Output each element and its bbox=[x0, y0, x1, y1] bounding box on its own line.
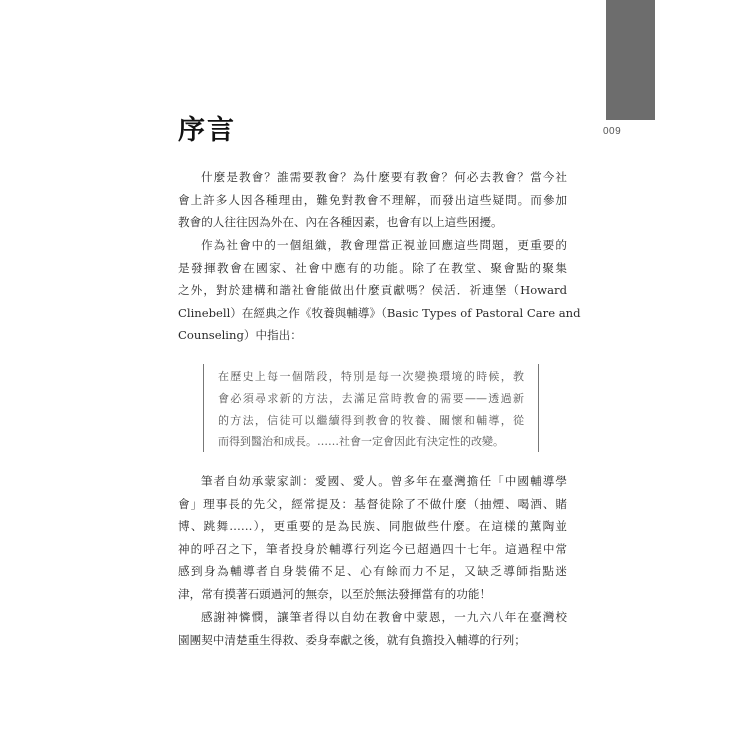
page-number: 009 bbox=[603, 126, 622, 137]
text-line: 感謝神憐憫，讓筆者得以自幼在教會中蒙恩，一九六八年在臺灣校 bbox=[201, 610, 567, 624]
text-line: 教會的人往往因為外在、內在各種因素，也會有以上這些困擾。 bbox=[178, 215, 503, 230]
paragraph-4 bbox=[178, 606, 567, 651]
paragraph-3 bbox=[178, 470, 567, 606]
text-line: 博、跳舞……），更重要的是為民族、同胞做些什麼。在這樣的薰陶並 bbox=[178, 519, 567, 534]
text-line: 筆者自幼承蒙家訓：愛國、愛人。曾多年在臺灣擔任「中國輔導學 bbox=[201, 474, 567, 488]
text-line: 是發揮教會在國家、社會中應有的功能。除了在教堂、聚會點的聚集 bbox=[178, 260, 567, 275]
text-line: 園團契中清楚重生得救、委身奉獻之後，就有負擔投入輔導的行列； bbox=[178, 632, 526, 647]
quote-line: 在歷史上每一個階段，特別是每一次變換環境的時候，教 bbox=[218, 370, 524, 383]
text-line: 神的呼召之下，筆者投身於輔導行列迄今已超過四十七年。這過程中常 bbox=[178, 541, 567, 556]
text-line: 津，常有摸著石頭過河的無奈，以至於無法發揮當有的功能！ bbox=[178, 586, 492, 601]
paragraph-2 bbox=[178, 234, 581, 347]
paragraph-1 bbox=[178, 166, 567, 234]
text-line: 會上許多人因各種理由，難免對教會不理解，而發出這些疑問。而參加 bbox=[178, 192, 567, 207]
page-title: 序言 bbox=[178, 115, 236, 146]
text-line: 感到身為輔導者自身裝備不足、心有餘而力不足，又缺乏導師指點迷 bbox=[178, 564, 567, 579]
text-line: 什麼是教會？誰需要教會？為什麼要有教會？何必去教會？當今社 bbox=[201, 170, 567, 184]
text-line: Clinebell）在經典之作《牧養與輔導》（Basic Types of Pastoral Care and bbox=[178, 305, 581, 320]
text-line: 作為社會中的一個組織，教會理當正視並回應這些問題，更重要的 bbox=[201, 238, 567, 252]
text-line: Counseling）中指出： bbox=[178, 328, 302, 343]
quote-line: 會必須尋求新的方法，去滿足當時教會的需要——透過新 bbox=[218, 391, 524, 405]
block-quote bbox=[203, 364, 539, 452]
text-line: 會」理事長的先父，經常提及：基督徒除了不做什麼（抽煙、喝酒、賭 bbox=[178, 496, 567, 511]
chapter-tab bbox=[606, 0, 655, 120]
quote-line: 的方法，信徒可以繼續得到教會的牧養、關懷和輔導，從 bbox=[218, 413, 524, 427]
quote-line: 而得到醫治和成長。……社會一定會因此有決定性的改變。 bbox=[218, 435, 504, 449]
text-line: 之外，對於建構和諧社會能做出什麼貢獻嗎？侯活．祈連堡（Howard bbox=[178, 283, 567, 298]
